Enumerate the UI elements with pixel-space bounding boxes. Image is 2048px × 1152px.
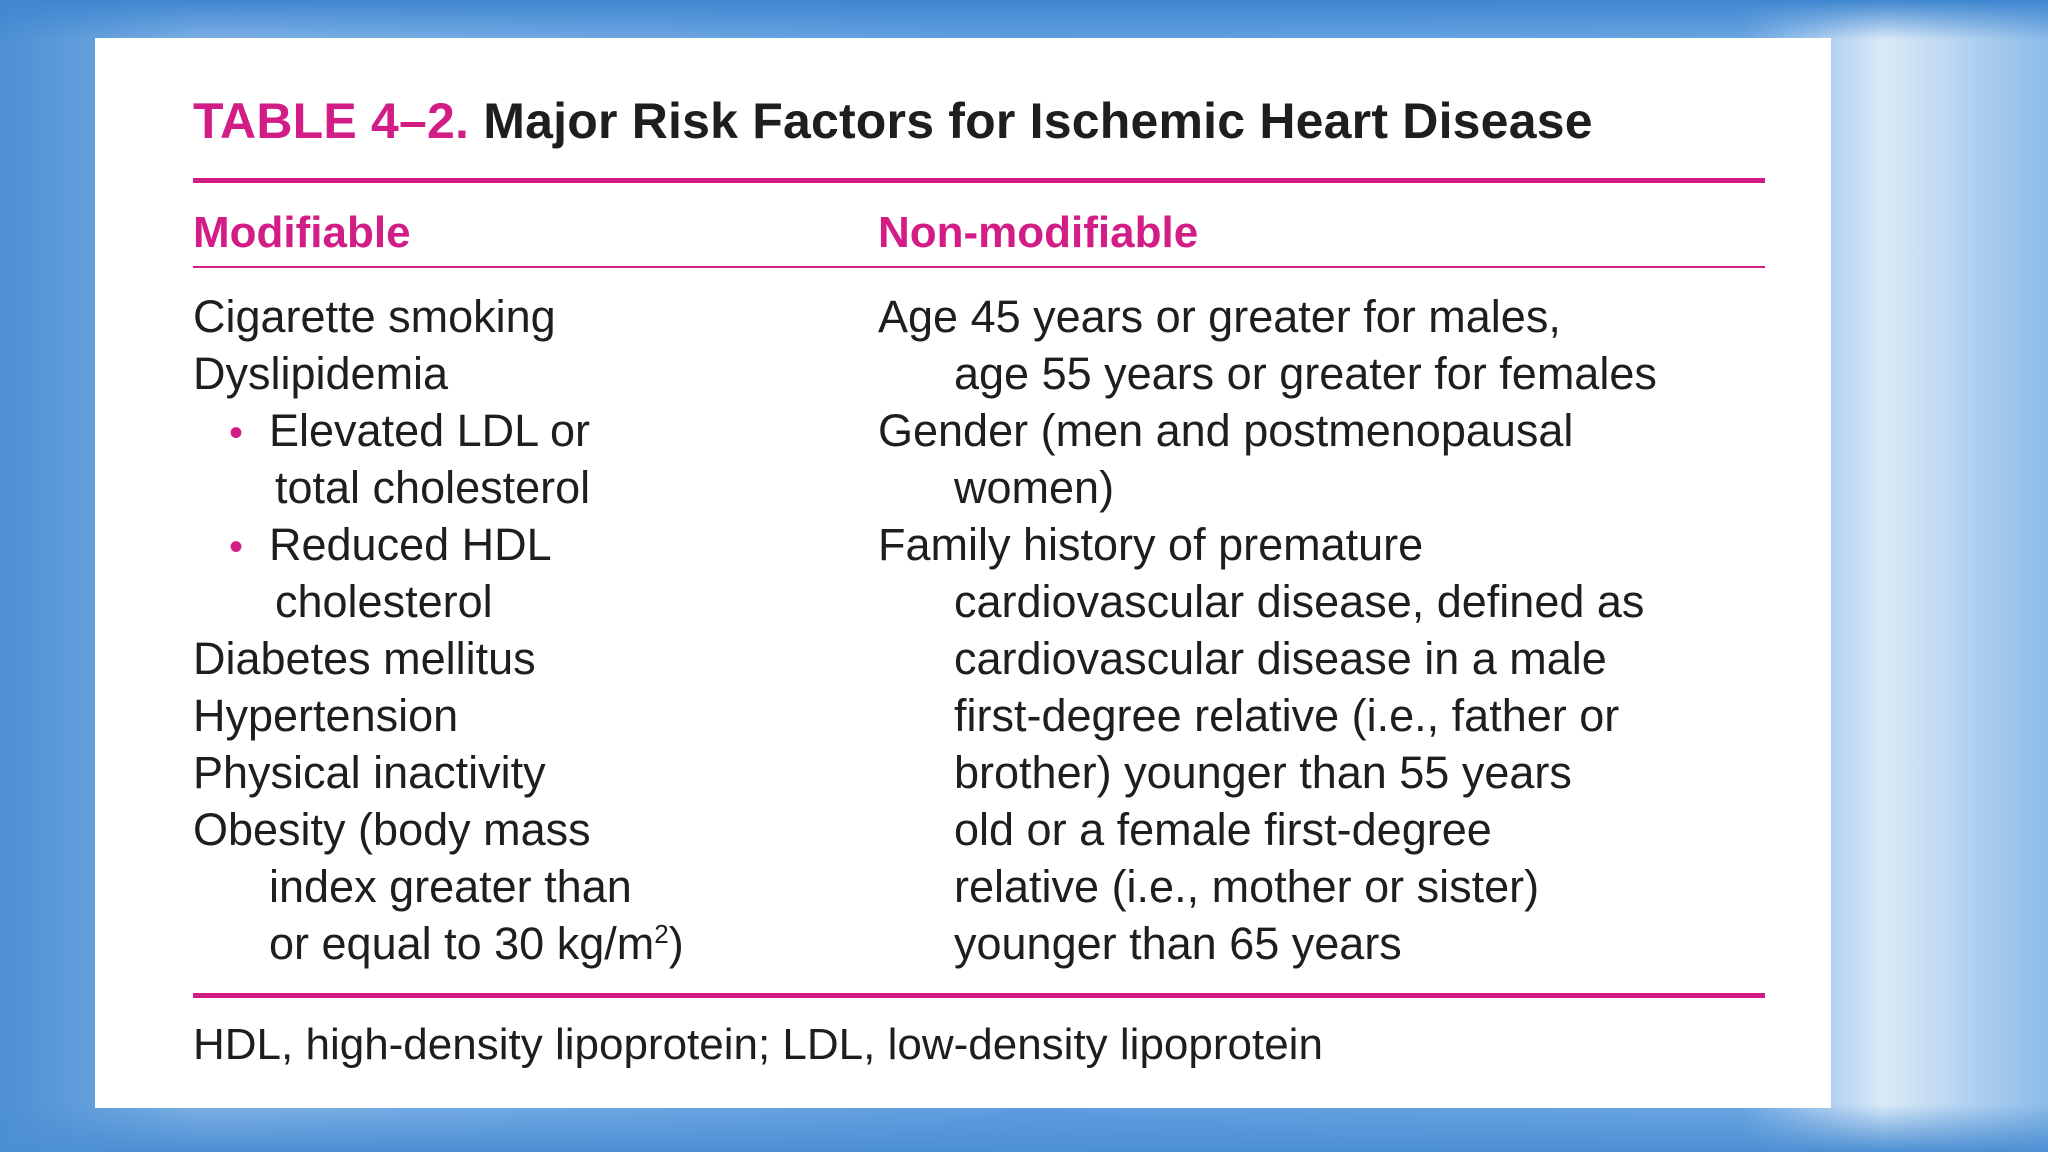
list-item-continuation: women)	[954, 462, 1115, 513]
list-item: Hypertension	[193, 690, 459, 741]
list-item-continuation	[193, 915, 684, 972]
list-item-continuation: total cholesterol	[275, 462, 591, 513]
bottom-rule	[193, 993, 1765, 998]
list-item-text: Elevated LDL or	[269, 405, 591, 456]
background-top-shade	[0, 0, 2048, 40]
list-item-text: Reduced HDL	[269, 519, 552, 570]
list-item-continuation: cholesterol	[275, 576, 493, 627]
list-item: Cigarette smoking	[193, 291, 556, 342]
list-item: Physical inactivity	[193, 747, 546, 798]
non-modifiable-column	[878, 288, 1657, 972]
list-item-continuation: first-degree relative (i.e., father or	[954, 690, 1620, 741]
list-item-continuation: cardiovascular disease in a male	[954, 633, 1607, 684]
table-title	[193, 92, 1593, 150]
list-item: Dyslipidemia	[193, 348, 449, 399]
table-title-text: Major Risk Factors for Ischemic Heart Disease	[483, 93, 1593, 149]
list-item-continuation: relative (i.e., mother or sister)	[954, 861, 1540, 912]
table-footnote: HDL, high-density lipoprotein; LDL, low-density lipoprotein	[193, 1020, 1323, 1069]
list-item-continuation: brother) younger than 55 years	[954, 747, 1572, 798]
list-item: Age 45 years or greater for males,	[878, 291, 1561, 342]
modifiable-column	[193, 288, 684, 972]
list-item	[193, 402, 684, 459]
list-item-text: or equal to 30 kg/m	[269, 918, 655, 969]
header-non-modifiable: Non-modifiable	[878, 208, 1199, 257]
list-item: Gender (men and postmenopausal	[878, 405, 1574, 456]
bullet-icon: •	[229, 411, 244, 455]
list-item: Diabetes mellitus	[193, 633, 536, 684]
list-item: Obesity (body mass	[193, 804, 591, 855]
header-modifiable: Modifiable	[193, 208, 411, 257]
list-item-continuation: old or a female first-degree	[954, 804, 1492, 855]
top-rule	[193, 178, 1765, 183]
bullet-icon: •	[229, 525, 244, 569]
list-item-continuation: younger than 65 years	[954, 918, 1402, 969]
header-rule	[193, 266, 1765, 268]
list-item	[193, 516, 684, 573]
list-item-continuation: index greater than	[269, 861, 632, 912]
table-label: TABLE 4–2.	[193, 93, 470, 149]
list-item-continuation: age 55 years or greater for females	[954, 348, 1657, 399]
list-item-text: )	[668, 918, 684, 969]
list-item-continuation: cardiovascular disease, defined as	[954, 576, 1645, 627]
background-bottom-shade	[0, 1104, 2048, 1152]
list-item: Family history of premature	[878, 519, 1424, 570]
slide-panel	[95, 38, 1831, 1108]
superscript: 2	[654, 919, 669, 949]
